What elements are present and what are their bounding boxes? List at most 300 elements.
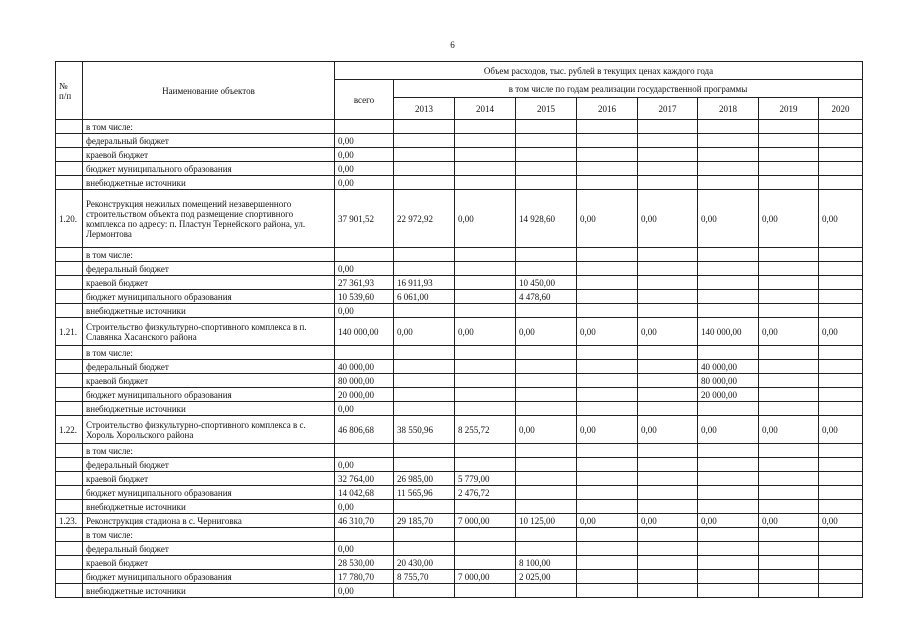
year-value-cell — [577, 148, 638, 162]
row-name: в том числе: — [83, 444, 335, 458]
year-value-cell — [638, 360, 698, 374]
year-value-cell — [638, 528, 698, 542]
row-number: 1.22. — [56, 416, 83, 444]
table-row — [56, 584, 863, 598]
year-value-cell — [819, 120, 863, 134]
year-value-cell — [455, 500, 516, 514]
row-name: внебюджетные источники — [83, 176, 335, 190]
year-value-cell: 0,00 — [394, 318, 455, 346]
total-cell: 46 310,70 — [335, 514, 394, 528]
year-value-cell — [577, 248, 638, 262]
year-value-cell — [516, 176, 577, 190]
year-value-cell — [516, 402, 577, 416]
row-number — [56, 402, 83, 416]
table-row — [56, 360, 863, 374]
total-cell — [335, 346, 394, 360]
year-value-cell: 0,00 — [577, 514, 638, 528]
year-value-cell — [759, 276, 819, 290]
year-value-cell — [759, 248, 819, 262]
year-value-cell — [577, 584, 638, 598]
year-value-cell — [577, 374, 638, 388]
total-cell: 0,00 — [335, 162, 394, 176]
year-value-cell — [638, 262, 698, 276]
year-value-cell: 20 430,00 — [394, 556, 455, 570]
table-row — [56, 162, 863, 176]
row-name: федеральный бюджет — [83, 262, 335, 276]
year-value-cell — [638, 584, 698, 598]
year-value-cell — [394, 304, 455, 318]
year-value-cell: 40 000,00 — [698, 360, 759, 374]
year-value-cell — [516, 248, 577, 262]
year-value-cell — [638, 176, 698, 190]
year-value-cell — [394, 134, 455, 148]
row-number — [56, 444, 83, 458]
year-value-cell: 8 755,70 — [394, 570, 455, 584]
year-value-cell — [819, 290, 863, 304]
year-value-cell — [577, 458, 638, 472]
year-value-cell: 7 000,00 — [455, 514, 516, 528]
year-value-cell — [819, 248, 863, 262]
year-value-cell — [819, 458, 863, 472]
year-value-cell — [638, 120, 698, 134]
year-value-cell — [698, 262, 759, 276]
year-value-cell — [577, 388, 638, 402]
year-value-cell — [819, 444, 863, 458]
row-number — [56, 134, 83, 148]
year-value-cell — [759, 176, 819, 190]
year-value-cell: 14 928,60 — [516, 190, 577, 248]
row-name: федеральный бюджет — [83, 458, 335, 472]
header-year: 2017 — [638, 98, 698, 120]
row-name: в том числе: — [83, 120, 335, 134]
total-cell: 0,00 — [335, 584, 394, 598]
year-value-cell — [638, 556, 698, 570]
year-value-cell: 140 000,00 — [698, 318, 759, 346]
year-value-cell: 0,00 — [819, 190, 863, 248]
year-value-cell: 0,00 — [577, 190, 638, 248]
year-value-cell — [819, 472, 863, 486]
total-cell: 20 000,00 — [335, 388, 394, 402]
year-value-cell — [698, 500, 759, 514]
year-value-cell — [516, 304, 577, 318]
year-value-cell — [698, 556, 759, 570]
year-value-cell — [577, 402, 638, 416]
year-value-cell — [455, 290, 516, 304]
year-value-cell — [516, 542, 577, 556]
header-num: № п/п — [56, 62, 83, 120]
year-value-cell — [455, 458, 516, 472]
row-name: бюджет муниципального образования — [83, 486, 335, 500]
table-row — [56, 248, 863, 262]
year-value-cell — [819, 346, 863, 360]
year-value-cell — [577, 276, 638, 290]
year-value-cell — [577, 346, 638, 360]
header-year: 2016 — [577, 98, 638, 120]
year-value-cell — [516, 486, 577, 500]
year-value-cell — [819, 388, 863, 402]
row-number — [56, 388, 83, 402]
year-value-cell — [759, 542, 819, 556]
header-year: 2018 — [698, 98, 759, 120]
year-value-cell — [455, 346, 516, 360]
total-cell — [335, 444, 394, 458]
table-row — [56, 276, 863, 290]
year-value-cell: 0,00 — [759, 514, 819, 528]
total-cell: 140 000,00 — [335, 318, 394, 346]
year-value-cell: 0,00 — [455, 318, 516, 346]
header-year: 2014 — [455, 98, 516, 120]
year-value-cell — [516, 458, 577, 472]
year-value-cell — [516, 374, 577, 388]
year-value-cell: 0,00 — [516, 416, 577, 444]
year-value-cell — [455, 388, 516, 402]
header-year: 2015 — [516, 98, 577, 120]
year-value-cell — [638, 134, 698, 148]
total-cell: 0,00 — [335, 134, 394, 148]
year-value-cell — [759, 388, 819, 402]
row-name: в том числе: — [83, 248, 335, 262]
year-value-cell — [698, 120, 759, 134]
year-value-cell — [516, 388, 577, 402]
year-value-cell — [759, 500, 819, 514]
year-value-cell — [698, 542, 759, 556]
year-value-cell — [394, 120, 455, 134]
year-value-cell — [759, 290, 819, 304]
row-number — [56, 472, 83, 486]
year-value-cell — [819, 360, 863, 374]
year-value-cell — [455, 120, 516, 134]
year-value-cell — [394, 262, 455, 276]
year-value-cell — [698, 346, 759, 360]
year-value-cell — [638, 346, 698, 360]
year-value-cell — [819, 176, 863, 190]
year-value-cell — [819, 402, 863, 416]
row-name: краевой бюджет — [83, 556, 335, 570]
total-cell: 0,00 — [335, 542, 394, 556]
year-value-cell — [698, 458, 759, 472]
year-value-cell — [638, 486, 698, 500]
table-row — [56, 304, 863, 318]
year-value-cell — [638, 444, 698, 458]
year-value-cell — [455, 262, 516, 276]
year-value-cell — [577, 360, 638, 374]
year-value-cell — [759, 120, 819, 134]
year-value-cell — [577, 500, 638, 514]
total-cell: 27 361,93 — [335, 276, 394, 290]
table-row — [56, 134, 863, 148]
year-value-cell — [455, 528, 516, 542]
year-value-cell — [638, 248, 698, 262]
total-cell — [335, 528, 394, 542]
year-value-cell — [698, 290, 759, 304]
year-value-cell — [759, 528, 819, 542]
year-value-cell: 0,00 — [759, 416, 819, 444]
row-name: внебюджетные источники — [83, 304, 335, 318]
row-number — [56, 528, 83, 542]
row-number: 1.23. — [56, 514, 83, 528]
total-cell: 14 042,68 — [335, 486, 394, 500]
table-row — [56, 346, 863, 360]
year-value-cell — [698, 162, 759, 176]
object-row — [56, 416, 863, 444]
year-value-cell — [516, 134, 577, 148]
year-value-cell — [455, 248, 516, 262]
year-value-cell: 38 550,96 — [394, 416, 455, 444]
row-name: федеральный бюджет — [83, 134, 335, 148]
row-name: Строительство физкультурно-спортивного комплекса в с. Хороль Хорольского района — [83, 416, 335, 444]
year-value-cell — [698, 486, 759, 500]
row-number — [56, 458, 83, 472]
year-value-cell — [455, 402, 516, 416]
year-value-cell — [819, 528, 863, 542]
year-value-cell — [516, 346, 577, 360]
row-number — [56, 120, 83, 134]
table-row — [56, 402, 863, 416]
row-number — [56, 374, 83, 388]
row-number — [56, 290, 83, 304]
year-value-cell — [638, 290, 698, 304]
row-name: федеральный бюджет — [83, 360, 335, 374]
row-name: федеральный бюджет — [83, 542, 335, 556]
year-value-cell — [698, 584, 759, 598]
table-row — [56, 570, 863, 584]
table-row — [56, 290, 863, 304]
row-number — [56, 276, 83, 290]
year-value-cell — [819, 374, 863, 388]
year-value-cell: 0,00 — [759, 190, 819, 248]
year-value-cell — [577, 176, 638, 190]
row-number — [56, 542, 83, 556]
row-name: бюджет муниципального образования — [83, 162, 335, 176]
year-value-cell: 0,00 — [638, 190, 698, 248]
year-value-cell — [394, 248, 455, 262]
year-value-cell — [819, 556, 863, 570]
year-value-cell — [516, 162, 577, 176]
total-cell: 0,00 — [335, 500, 394, 514]
year-value-cell — [819, 304, 863, 318]
year-value-cell — [638, 148, 698, 162]
year-value-cell — [394, 346, 455, 360]
row-name: краевой бюджет — [83, 276, 335, 290]
year-value-cell — [819, 584, 863, 598]
year-value-cell — [819, 542, 863, 556]
table-row — [56, 262, 863, 276]
total-cell: 28 530,00 — [335, 556, 394, 570]
year-value-cell: 0,00 — [577, 318, 638, 346]
row-name: внебюджетные источники — [83, 584, 335, 598]
year-value-cell: 29 185,70 — [394, 514, 455, 528]
row-number — [56, 304, 83, 318]
year-value-cell — [819, 162, 863, 176]
year-value-cell — [759, 162, 819, 176]
row-name: краевой бюджет — [83, 374, 335, 388]
row-number — [56, 570, 83, 584]
year-value-cell: 0,00 — [638, 416, 698, 444]
year-value-cell — [455, 374, 516, 388]
year-value-cell — [455, 444, 516, 458]
total-cell: 0,00 — [335, 402, 394, 416]
year-value-cell — [819, 570, 863, 584]
year-value-cell — [698, 528, 759, 542]
year-value-cell: 5 779,00 — [455, 472, 516, 486]
row-number: 1.20. — [56, 190, 83, 248]
year-value-cell — [516, 584, 577, 598]
year-value-cell: 0,00 — [698, 416, 759, 444]
year-value-cell — [638, 472, 698, 486]
year-value-cell — [638, 570, 698, 584]
year-value-cell: 22 972,92 — [394, 190, 455, 248]
year-value-cell — [698, 276, 759, 290]
year-value-cell — [394, 162, 455, 176]
total-cell: 37 901,52 — [335, 190, 394, 248]
header-year: 2019 — [759, 98, 819, 120]
year-value-cell — [516, 472, 577, 486]
year-value-cell — [455, 542, 516, 556]
year-value-cell — [455, 584, 516, 598]
year-value-cell — [759, 360, 819, 374]
row-name: внебюджетные источники — [83, 402, 335, 416]
year-value-cell: 0,00 — [759, 318, 819, 346]
year-value-cell — [638, 500, 698, 514]
year-value-cell — [577, 472, 638, 486]
year-value-cell — [638, 388, 698, 402]
year-value-cell: 10 450,00 — [516, 276, 577, 290]
year-value-cell: 2 476,72 — [455, 486, 516, 500]
year-value-cell — [819, 500, 863, 514]
table-row — [56, 120, 863, 134]
year-value-cell — [759, 346, 819, 360]
row-name: бюджет муниципального образования — [83, 388, 335, 402]
year-value-cell — [698, 248, 759, 262]
header-expenses: Объем расходов, тыс. рублей в текущих ценах каждого года — [335, 62, 863, 80]
table-row — [56, 388, 863, 402]
year-value-cell — [698, 304, 759, 318]
expenses-table — [55, 61, 863, 598]
table-row — [56, 486, 863, 500]
table-row — [56, 458, 863, 472]
year-value-cell — [455, 148, 516, 162]
year-value-cell: 4 478,60 — [516, 290, 577, 304]
year-value-cell: 8 255,72 — [455, 416, 516, 444]
year-value-cell: 11 565,96 — [394, 486, 455, 500]
year-value-cell — [759, 304, 819, 318]
year-value-cell — [819, 134, 863, 148]
year-value-cell: 20 000,00 — [698, 388, 759, 402]
year-value-cell: 6 061,00 — [394, 290, 455, 304]
year-value-cell — [759, 458, 819, 472]
year-value-cell — [394, 542, 455, 556]
header-year: 2020 — [819, 98, 863, 120]
total-cell: 0,00 — [335, 148, 394, 162]
year-value-cell — [455, 360, 516, 374]
row-number — [56, 486, 83, 500]
row-number — [56, 346, 83, 360]
year-value-cell — [577, 162, 638, 176]
year-value-cell — [455, 176, 516, 190]
year-value-cell — [698, 134, 759, 148]
year-value-cell — [638, 276, 698, 290]
year-value-cell — [577, 304, 638, 318]
page-number: 6 — [450, 40, 455, 50]
row-number — [56, 556, 83, 570]
year-value-cell: 7 000,00 — [455, 570, 516, 584]
year-value-cell: 0,00 — [819, 318, 863, 346]
year-value-cell — [394, 458, 455, 472]
table-row — [56, 444, 863, 458]
row-name: бюджет муниципального образования — [83, 290, 335, 304]
year-value-cell: 0,00 — [819, 514, 863, 528]
year-value-cell — [819, 148, 863, 162]
total-cell: 46 806,68 — [335, 416, 394, 444]
year-value-cell — [455, 162, 516, 176]
year-value-cell: 16 911,93 — [394, 276, 455, 290]
year-value-cell — [577, 134, 638, 148]
total-cell: 0,00 — [335, 262, 394, 276]
total-cell — [335, 248, 394, 262]
year-value-cell: 0,00 — [577, 416, 638, 444]
year-value-cell — [516, 120, 577, 134]
year-value-cell — [394, 374, 455, 388]
row-name: внебюджетные источники — [83, 500, 335, 514]
year-value-cell — [577, 444, 638, 458]
header-by-years: в том числе по годам реализации государственной программы — [394, 80, 863, 98]
table-body — [56, 120, 863, 598]
year-value-cell — [577, 528, 638, 542]
year-value-cell — [577, 120, 638, 134]
total-cell — [335, 120, 394, 134]
year-value-cell — [638, 402, 698, 416]
year-value-cell — [455, 276, 516, 290]
row-number — [56, 176, 83, 190]
year-value-cell — [577, 542, 638, 556]
table-row — [56, 500, 863, 514]
year-value-cell — [759, 402, 819, 416]
year-value-cell — [819, 262, 863, 276]
row-name: краевой бюджет — [83, 472, 335, 486]
year-value-cell: 0,00 — [516, 318, 577, 346]
year-value-cell: 26 985,00 — [394, 472, 455, 486]
year-value-cell: 8 100,00 — [516, 556, 577, 570]
year-value-cell — [819, 276, 863, 290]
year-value-cell — [759, 472, 819, 486]
table-row — [56, 556, 863, 570]
total-cell: 10 539,60 — [335, 290, 394, 304]
year-value-cell — [394, 500, 455, 514]
year-value-cell — [759, 148, 819, 162]
year-value-cell — [698, 402, 759, 416]
table-row — [56, 528, 863, 542]
year-value-cell — [577, 262, 638, 276]
year-value-cell — [638, 304, 698, 318]
table-row — [56, 542, 863, 556]
year-value-cell — [455, 556, 516, 570]
row-name: Строительство физкультурно-спортивного комплекса в п. Славянка Хасанского района — [83, 318, 335, 346]
header-total: всего — [335, 80, 394, 120]
year-value-cell — [455, 134, 516, 148]
year-value-cell — [516, 528, 577, 542]
object-row — [56, 514, 863, 528]
row-name: Реконструкция нежилых помещений незавершенного строительством объекта под размещение спортивного комплекса по адресу: п. Пластун Тернейского района, ул. Лермонтова — [83, 190, 335, 248]
object-row — [56, 318, 863, 346]
year-value-cell — [455, 304, 516, 318]
year-value-cell — [394, 444, 455, 458]
row-name: краевой бюджет — [83, 148, 335, 162]
year-value-cell — [759, 570, 819, 584]
year-value-cell — [638, 542, 698, 556]
year-value-cell — [638, 374, 698, 388]
year-value-cell — [394, 584, 455, 598]
year-value-cell — [394, 148, 455, 162]
